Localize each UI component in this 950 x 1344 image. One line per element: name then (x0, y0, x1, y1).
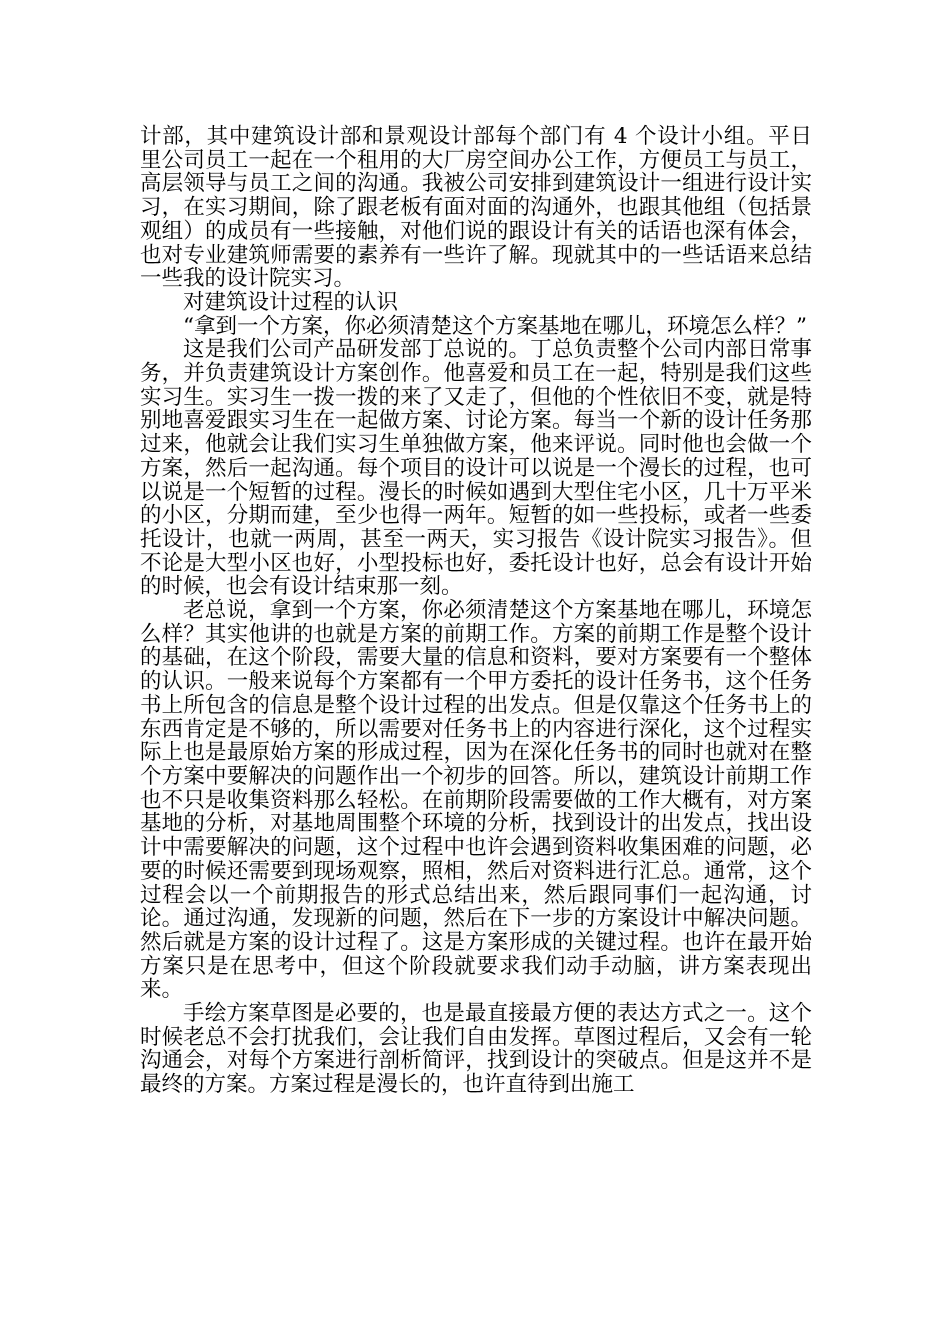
section-heading: 对建筑设计过程的认识 (183, 289, 399, 315)
body-paragraph: 手绘方案草图是必要的，也是最直接最方便的表达方式之一。这个时候老总不会打扰我们，会让我们自由发挥。草图过程后，又会有一轮沟通会，对每个方案进行剖析简评，找到设计的突破点。但是这并不是最终的方案。方案过程是漫长的，也许直待到出施工 (140, 1001, 812, 1098)
paragraph-continuation: 计部，其中建筑设计部和景观设计部每个部门有 4 个设计小组。平日里公司员工一起在一个租用的大厂房空间办公工作，方便员工与员工，高层领导与员工之间的沟通。我被公司安排到建筑设计一组进行设计实习，在实习期间，除了跟老板有面对面的沟通外，也跟其他组（包括景观组）的成员有一些接触，对他们说的跟设计有关的话语也深有体会，也对专业建筑师需要的素养有一些许了解。现就其中的一些话语来总结一些我的设计院实习。 (140, 124, 812, 292)
body-paragraph: 这是我们公司产品研发部丁总说的。丁总负责整个公司内部日常事务，并负责建筑设计方案创作。他喜爱和员工在一起，特别是我们这些实习生。实习生一拨一拨的来了又走了，但他的个性依旧不变，就是特别地喜爱跟实习生在一起做方案、讨论方案。每当一个新的设计任务那过来，他就会让我们实习生单独做方案，他来评说。同时他也会做一个方案，然后一起沟通。每个项目的设计可以说是一个漫长的过程，也可以说是一个短暂的过程。漫长的时候如遇到大型住宅小区，几十万平米的小区，分期而建，至少也得一两年。短暂的如一些投标，或者一些委托设计，也就一两周，甚至一两天，实习报告《设计院实习报告》。但不论是大型小区也好，小型投标也好，委托设计也好，总会有设计开始的时候，也会有设计结束那一刻。 (140, 337, 812, 600)
quote-paragraph: “拿到一个方案，你必须清楚这个方案基地在哪儿，环境怎么样？” (183, 313, 807, 339)
body-paragraph: 老总说，拿到一个方案，你必须清楚这个方案基地在哪儿，环境怎么样？其实他讲的也就是方案的前期工作。方案的前期工作是整个设计的基础，在这个阶段，需要大量的信息和资料，要对方案要有一个整体的认识。一般来说每个方案都有一个甲方委托的设计任务书，这个任务书上所包含的信息是整个设计过程的出发点。但是仅靠这个任务书上的东西肯定是不够的，所以需要对任务书上的内容进行深化，这个过程实际上也是最原始方案的形成过程，因为在深化任务书的同时也就对在整个方案中要解决的问题作出一个初步的回答。所以，建筑设计前期工作也不只是收集资料那么轻松。在前期阶段需要做的工作大概有，对方案基地的分析，对基地周围整个环境的分析，找到设计的出发点，找出设计中需要解决的问题，这个过程中也许会遇到资料收集困难的问题，必要的时候还需要到现场观察，照相，然后对资料进行汇总。通常，这个过程会以一个前期报告的形式总结出来，然后跟同事们一起沟通，讨论。通过沟通，发现新的问题，然后在下一步的方案设计中解决问题。然后就是方案的设计过程了。这是方案形成的关键过程。也许在最开始方案只是在思考中，但这个阶段就要求我们动手动脑，讲方案表现出来。 (140, 598, 812, 1003)
document-page (140, 125, 812, 1097)
